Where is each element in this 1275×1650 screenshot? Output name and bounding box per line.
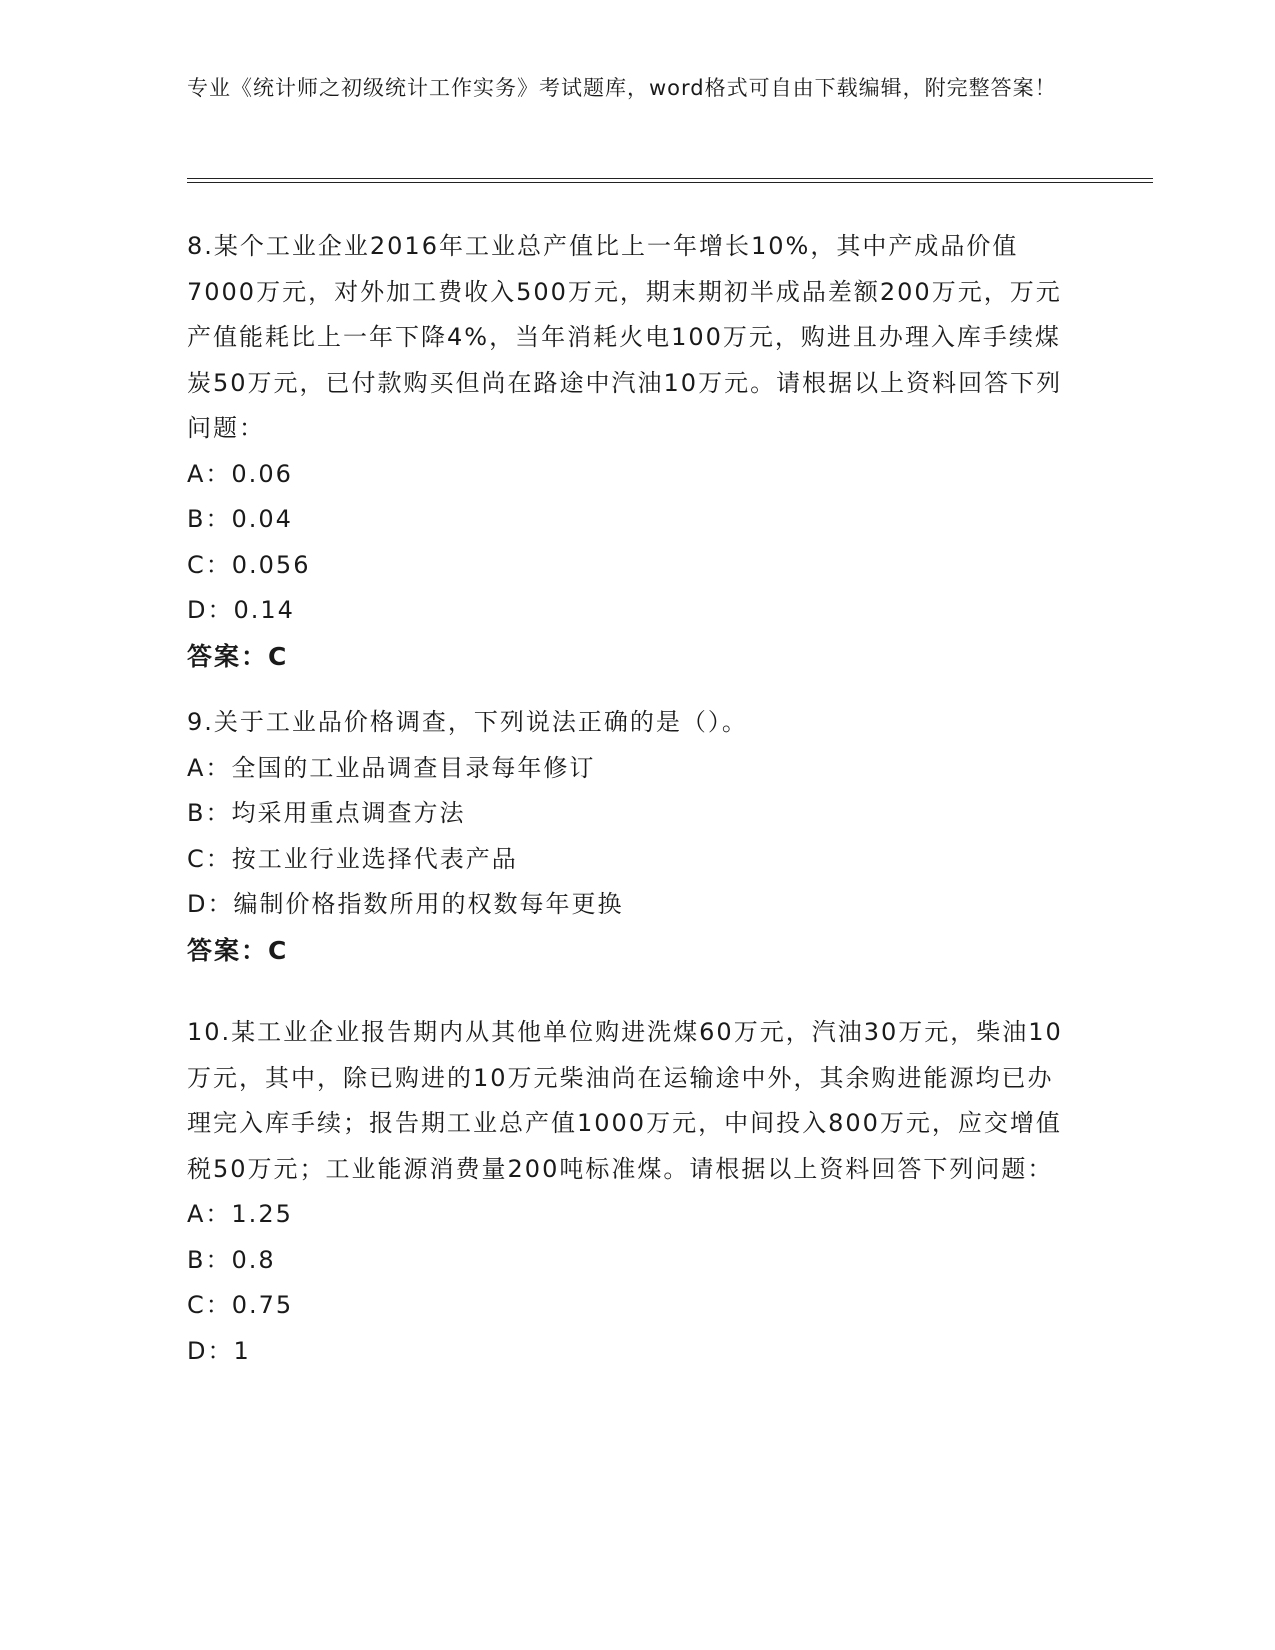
- option-d: D：编制价格指数所用的权数每年更换: [187, 890, 624, 918]
- question-text: 8.某个工业企业2016年工业总产值比上一年增长10%，其中产成品价值7000万元，对外加工费收入500万元，期末期初半成品差额200万元，万元产值能耗比上一年下降4%，当年消耗火电100万元，购进且办理入库手续煤炭50万元，已付款购买但尚在路途中汽油10万元。请根据以上资料回答下列问题：: [187, 232, 1063, 442]
- option-b: B：0.04: [187, 505, 293, 533]
- option-a: A：0.06: [187, 459, 293, 488]
- option-a: A：1.25: [187, 1200, 293, 1228]
- option-b: B：均采用重点调查方法: [187, 799, 466, 827]
- answer: 答案：C: [187, 641, 289, 671]
- document-header: 专业《统计师之初级统计工作实务》考试题库，word格式可自由下载编辑，附完整答案！: [187, 76, 1057, 100]
- header-double-rule: [187, 178, 1153, 183]
- question-8: [187, 224, 1087, 679]
- option-c: C：按工业行业选择代表产品: [187, 844, 518, 873]
- option-c: C：0.75: [187, 1291, 294, 1319]
- option-a: A：全国的工业品调查目录每年修订: [187, 753, 596, 782]
- document-page: [187, 70, 1087, 1365]
- option-c: C：0.056: [187, 550, 311, 579]
- option-d: D：1: [187, 1336, 251, 1365]
- answer: 答案：C: [187, 935, 289, 965]
- question-9: [187, 700, 1087, 973]
- question-text: 10.某工业企业报告期内从其他单位购进洗煤60万元，汽油30万元，柴油10万元，其中，除已购进的10万元柴油尚在运输途中外，其余购进能源均已办理完入库手续；报告期工业总产值1000万元，中间投入800万元，应交增值税50万元；工业能源消费量200吨标准煤。请根据以上资料回答下列问题：: [187, 1018, 1063, 1183]
- option-d: D：0.14: [187, 596, 295, 624]
- question-text: 9.关于工业品价格调查，下列说法正确的是（）。: [187, 708, 748, 736]
- option-b: B：0.8: [187, 1245, 276, 1274]
- question-10: [187, 1010, 1087, 1374]
